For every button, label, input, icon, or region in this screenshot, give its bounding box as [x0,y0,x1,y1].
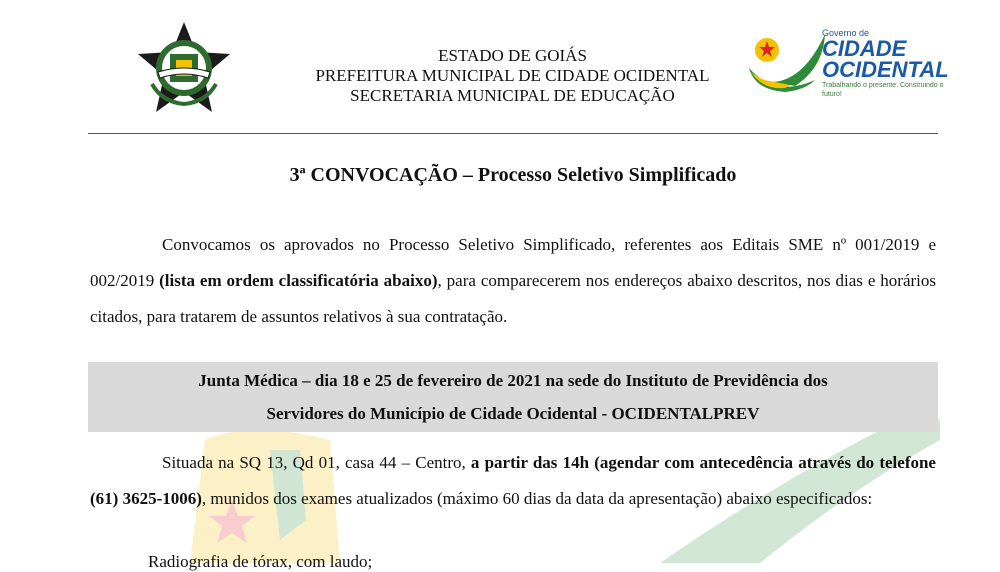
intro-text-1: Convocamos os aprovados no Processo Seletivo Simplificado, referentes aos Editais SME nº 001/2019 e 002/2019 [90,235,936,290]
brand-tagline: Trabalhando o presente. Construindo o futuro! [822,82,944,98]
brand-small-text: Governo de [822,28,870,38]
intro-bold: (lista em ordem classificatória abaixo) [159,271,438,290]
section-heading-box [88,362,938,432]
municipal-crest-icon [132,20,236,116]
address-bold: a partir das 14h (agendar com antecedência através do telefone (61) 3625-1006) [90,453,936,508]
header-prefecture: PREFEITURA MUNICIPAL DE CIDADE OCIDENTAL [315,66,710,85]
document-header [0,0,1000,135]
header-divider [88,133,938,134]
brand-line-1: CIDADE [822,36,907,61]
brand-line-2: OCIDENTAL [822,57,949,82]
section-heading-line-1: Junta Médica – dia 18 e 25 de fevereiro de 2021 na sede do Instituto de Previdência dos [198,371,828,390]
address-paragraph [90,445,936,517]
address-text-2: , munidos dos exames atualizados (máximo 60 dias da data da apresentação) abaixo especificados: [201,489,873,508]
header-state: ESTADO DE GOIÁS [438,46,587,65]
document-title: 3ª CONVOCAÇÃO – Processo Seletivo Simplificado [289,164,737,186]
header-secretariat: SECRETARIA MUNICIPAL DE EDUCAÇÃO [350,86,675,105]
section-heading-line-2: Servidores do Município de Cidade Ocidental - OCIDENTALPREV [266,404,760,423]
address-text-1: Situada na SQ 13, Qd 01, casa 44 – Centro, [162,453,471,472]
intro-text-2: , para comparecerem nos endereços abaixo descritos, nos dias e horários citados, para tratarem de assuntos relativos à sua contratação. [90,271,936,326]
list-item-cutoff: Radiografia de tórax, com laudo; [148,552,373,571]
header-text [250,46,775,106]
intro-paragraph [90,227,936,335]
brand-wordmark [822,28,952,99]
